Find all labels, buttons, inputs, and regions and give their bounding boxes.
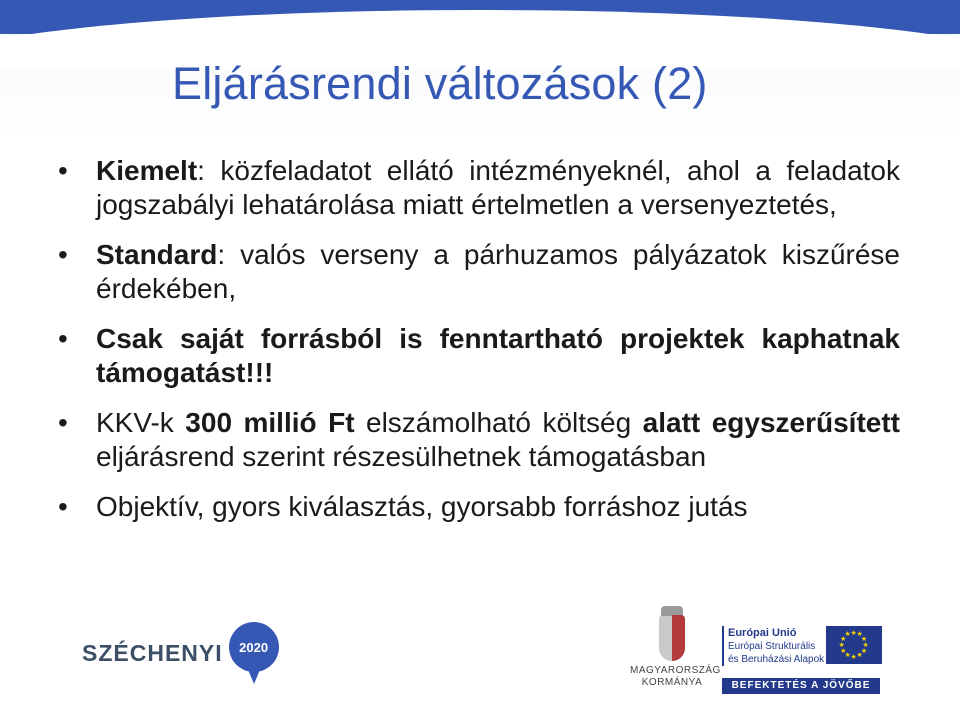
bullet-item: [58, 322, 900, 390]
eu-star-icon: ★: [856, 631, 863, 639]
bullet-dot-icon: •: [58, 407, 68, 438]
bullet-dot-icon: •: [58, 155, 68, 186]
szechenyi-logo: [82, 622, 279, 684]
eu-star-icon: ★: [850, 629, 857, 637]
eu-title: Európai Unió: [728, 627, 797, 639]
eu-text-block: [722, 626, 826, 666]
bullet-text: : valós verseny a párhuzamos pályázatok kiszűrése érdekében,: [96, 239, 900, 304]
hungary-line2: KORMÁNYA: [641, 677, 703, 688]
bullet-bold-text: Standard: [96, 239, 218, 270]
bullet-bold-text: Kiemelt: [96, 155, 198, 186]
bullet-text: Objektív, gyors kiválasztás, gyorsabb forráshoz jutás: [96, 491, 748, 522]
eu-banner: BEFEKTETÉS A JÖVŐBE: [722, 678, 880, 694]
eu-star-icon: ★: [840, 635, 847, 643]
eu-logo: [722, 626, 882, 696]
bullet-list: [58, 154, 900, 540]
bullet-dot-icon: •: [58, 491, 68, 522]
bullet-text: eljárásrend szerint részesülhetnek támogatásban: [96, 441, 707, 472]
eu-star-icon: ★: [860, 647, 868, 655]
eu-star-icon: ★: [862, 641, 869, 649]
bullet-text: KKV-k: [96, 407, 186, 438]
slide-title: Eljárásrendi változások (2): [172, 58, 708, 109]
bullet-bold-text: Csak saját forrásból is fenntartható projektek kaphatnak támogatást!!!: [96, 323, 900, 388]
eu-star-icon: ★: [844, 631, 851, 639]
eu-flag-icon: [826, 626, 882, 664]
bullet-item: [58, 406, 900, 474]
eu-star-icon: ★: [856, 651, 863, 659]
szechenyi-year: 2020: [239, 639, 269, 655]
eu-star-icon: ★: [860, 635, 868, 643]
bullet-dot-icon: •: [58, 323, 68, 354]
eu-star-icon: ★: [840, 647, 847, 655]
bullet-bold-text: 300 millió Ft: [185, 407, 355, 438]
eu-star-icon: ★: [838, 641, 845, 649]
coat-of-arms-icon: [659, 615, 685, 661]
bullet-item: [58, 490, 900, 524]
bullet-text: elszámolható költség: [354, 407, 643, 438]
bullet-item: [58, 154, 900, 222]
eu-star-icon: ★: [850, 653, 857, 661]
eu-line3: és Beruházási Alapok: [728, 654, 825, 665]
eu-star-icon: ★: [844, 651, 851, 659]
bullet-bold-text: alatt egyszerűsített: [642, 407, 900, 438]
bullet-text: : közfeladatot ellátó intézményeknél, ahol a feladatok jogszabályi lehatárolása miatt értelmetlen a versenyeztetés,: [96, 155, 900, 220]
eu-line2: Európai Strukturális: [728, 641, 816, 652]
bullet-item: [58, 238, 900, 306]
map-pin-icon: [229, 622, 279, 684]
hungary-line1: MAGYARORSZÁG: [630, 665, 721, 676]
szechenyi-text: SZÉCHENYI: [82, 639, 223, 666]
bullet-dot-icon: •: [58, 239, 68, 270]
hungary-government-logo: [630, 615, 721, 689]
